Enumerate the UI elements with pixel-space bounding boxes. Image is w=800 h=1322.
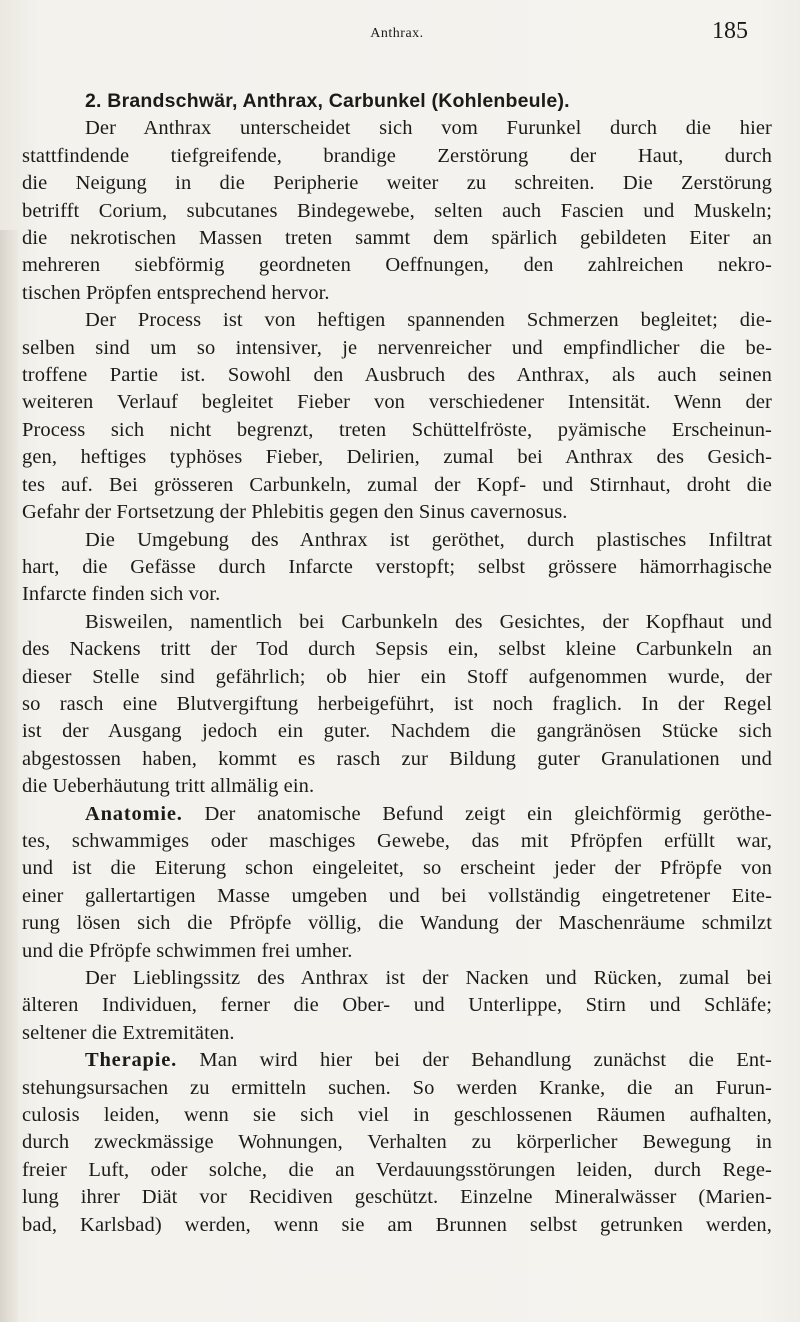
text-line: bad, Karlsbad) werden, wenn sie am Brunnen selbst getrunken werden, (22, 1213, 772, 1236)
text-line: Der Lieblingssitz des Anthrax ist der Nacken und Rücken, zumal bei (85, 967, 772, 989)
text-line: Infarcte finden sich vor. (22, 583, 221, 606)
page-binding-shadow (0, 230, 18, 1322)
text-line: gen, heftiges typhöses Fieber, Delirien, zumal bei Anthrax des Gesich- (22, 446, 772, 469)
text-line: tischen Pröpfen entsprechend hervor. (22, 281, 330, 304)
text-line: die nekrotischen Massen treten sammt dem spärlich gebildeten Eiter an (22, 227, 772, 250)
text-line: stattfindende tiefgreifende, brandige Zerstörung der Haut, durch (22, 144, 772, 167)
anatomie-line-rest: Der anatomische Befund zeigt ein gleichförmig geröthe- (204, 802, 772, 825)
paragraph-7 (22, 1047, 772, 1239)
therapie-line-rest: Man wird hier bei der Behandlung zunächst die Ent- (199, 1049, 772, 1072)
text-line: hart, die Gefässe durch Infarcte verstopft; selbst grössere hämorrhagische (22, 555, 772, 578)
paragraph-1 (22, 115, 772, 307)
text-line: weiteren Verlauf begleitet Fieber von verschiedener Intensität. Wenn der (22, 391, 772, 414)
text-line: und ist die Eiterung schon eingeleitet, so erscheint jeder der Pfröpfe von (22, 857, 772, 880)
text-line: lung ihrer Diät vor Recidiven geschützt. Einzelne Mineralwässer (Marien- (22, 1186, 772, 1209)
text-line: freier Luft, oder solche, die an Verdauungsstörungen leiden, durch Rege- (22, 1158, 772, 1181)
paragraph-3 (22, 527, 772, 609)
text-line: mehreren siebförmig geordneten Oeffnungen, den zahlreichen nekro- (22, 254, 772, 277)
text-line: ist der Ausgang jedoch ein guter. Nachdem die gangränösen Stücke sich (22, 720, 772, 743)
text-line: Der Anthrax unterscheidet sich vom Furunkel durch die hier (85, 117, 772, 140)
text-line: des Nackens tritt der Tod durch Sepsis ein, selbst kleine Carbunkeln an (22, 638, 772, 661)
text-line: selben sind um so intensiver, je nervenreicher und empfindlicher die be- (22, 336, 772, 359)
text-line: tes, schwammiges oder maschiges Gewebe, das mit Pfröpfen erfüllt war, (22, 829, 772, 852)
text-line (22, 1047, 772, 1074)
text-line: einer gallertartigen Masse umgeben und bei vollständig eingetretener Eite- (22, 884, 772, 907)
text-line: die Neigung in die Peripherie weiter zu schreiten. Die Zerstörung (22, 172, 772, 195)
page-number: 185 (712, 18, 748, 44)
therapie-heading: Therapie. (85, 1049, 178, 1072)
text-line: tes auf. Bei grösseren Carbunkeln, zumal der Kopf- und Stirnhaut, droht die (22, 473, 772, 496)
page-body (22, 88, 772, 1239)
text-line: und die Pfröpfe schwimmen frei umher. (22, 939, 353, 962)
text-line: seltener die Extremitäten. (22, 1021, 235, 1044)
paragraph-2 (22, 307, 772, 526)
text-line: dieser Stelle sind gefährlich; ob hier ein Stoff aufgenommen wurde, der (22, 665, 772, 688)
text-line: so rasch eine Blutvergiftung herbeigeführt, ist noch fraglich. In der Regel (22, 692, 772, 715)
text-line: die Ueberhäutung tritt allmälig ein. (22, 775, 315, 798)
running-header (0, 18, 800, 48)
paragraph-4 (22, 609, 772, 801)
text-line: älteren Individuen, ferner die Ober- und Unterlippe, Stirn und Schläfe; (22, 994, 772, 1017)
text-line: Gefahr der Fortsetzung der Phlebitis gegen den Sinus cavernosus. (22, 501, 568, 524)
anatomie-heading: Anatomie. (85, 802, 183, 825)
paragraph-6 (22, 965, 772, 1047)
text-line: rung lösen sich die Pfröpfe völlig, die Wandung der Maschenräume schmilzt (22, 912, 772, 935)
paragraph-5 (22, 801, 772, 965)
text-line: Die Umgebung des Anthrax ist geröthet, durch plastisches Infiltrat (85, 528, 772, 551)
text-line: durch zweckmässige Wohnungen, Verhalten zu körperlicher Bewegung in (22, 1131, 772, 1154)
text-line: stehungsursachen zu ermitteln suchen. So werden Kranke, die an Furun- (22, 1076, 772, 1099)
text-line: Der Process ist von heftigen spannenden Schmerzen begleitet; die- (85, 309, 772, 332)
text-line: culosis leiden, wenn sie sich viel in geschlossenen Räumen aufhalten, (22, 1104, 772, 1127)
section-title: 2. Brandschwär, Anthrax, Carbunkel (Kohlenbeule). (85, 90, 570, 112)
text-line: Bisweilen, namentlich bei Carbunkeln des Gesichtes, der Kopfhaut und (85, 610, 772, 633)
text-line: abgestossen haben, kommt es rasch zur Bildung guter Granulationen und (22, 747, 772, 770)
text-line: Process sich nicht begrenzt, treten Schüttelfröste, pyämische Erscheinun- (22, 418, 772, 441)
text-line (22, 801, 772, 828)
text-line: troffene Partie ist. Sowohl den Ausbruch des Anthrax, als auch seinen (22, 364, 772, 387)
text-line: betrifft Corium, subcutanes Bindegewebe, selten auch Fascien und Muskeln; (22, 199, 772, 222)
running-title: Anthrax. (370, 26, 424, 41)
